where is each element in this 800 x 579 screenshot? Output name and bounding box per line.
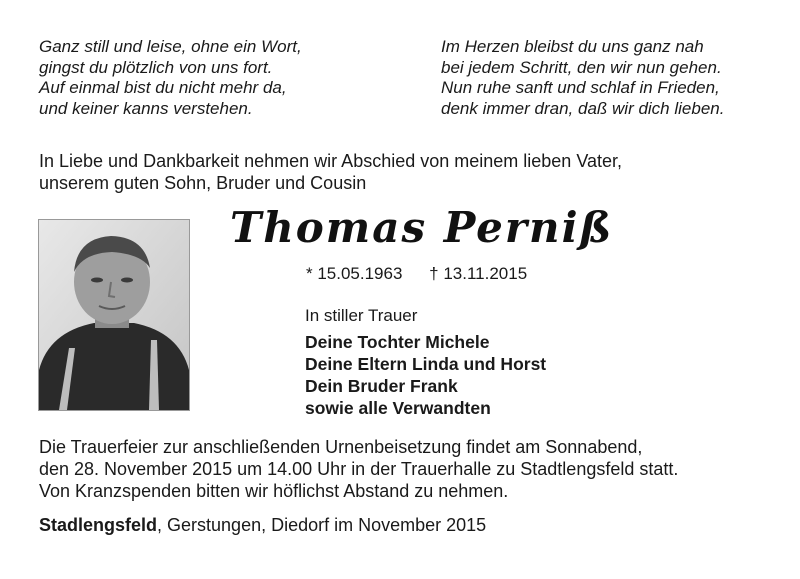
ceremony-text xyxy=(39,436,779,502)
poem-line: Im Herzen bleibst du uns ganz nah xyxy=(441,37,704,56)
mourners-intro: In stiller Trauer xyxy=(305,306,418,325)
death-date: † 13.11.2015 xyxy=(429,264,528,283)
portrait-photo xyxy=(38,219,190,411)
birth-date: * 15.05.1963 xyxy=(306,264,403,283)
intro-line: unserem guten Sohn, Bruder und Cousin xyxy=(39,173,367,193)
mourner-line: Dein Bruder Frank xyxy=(305,376,458,396)
poem-left xyxy=(39,37,302,119)
mourners-list xyxy=(305,331,546,419)
signature-place: Stadlengsfeld xyxy=(39,515,158,535)
mourner-line: sowie alle Verwandten xyxy=(305,398,491,418)
poem-line: Nun ruhe sanft und schlaf in Frieden, xyxy=(441,78,720,97)
ceremony-line: Von Kranzspenden bitten wir höflichst Abstand zu nehmen. xyxy=(39,481,509,501)
poem-line: Auf einmal bist du nicht mehr da, xyxy=(39,78,287,97)
poem-line: und keiner kanns verstehen. xyxy=(39,98,253,118)
poem-line: bei jedem Schritt, den wir nun gehen. xyxy=(441,57,722,77)
signature-line xyxy=(39,515,486,536)
intro-line: In Liebe und Dankbarkeit nehmen wir Abschied von meinem lieben Vater, xyxy=(39,151,623,171)
ceremony-line: den 28. November 2015 um 14.00 Uhr in der Trauerhalle zu Stadtlengsfeld statt. xyxy=(39,459,679,479)
life-dates xyxy=(306,264,549,284)
intro-text xyxy=(39,150,779,194)
mourner-line: Deine Tochter Michele xyxy=(305,332,490,352)
mourner-line: Deine Eltern Linda und Horst xyxy=(305,354,547,374)
poem-line: denk immer dran, daß wir dich lieben. xyxy=(441,98,725,118)
poem-right xyxy=(441,37,724,119)
signature-rest: , Gerstungen, Diedorf im November 2015 xyxy=(157,515,487,535)
poem-line: gingst du plötzlich von uns fort. xyxy=(39,57,273,77)
poem-line: Ganz still und leise, ohne ein Wort, xyxy=(39,37,302,56)
deceased-name: Thomas Perniß xyxy=(230,203,614,252)
ceremony-line: Die Trauerfeier zur anschließenden Urnenbeisetzung findet am Sonnabend, xyxy=(39,437,643,457)
